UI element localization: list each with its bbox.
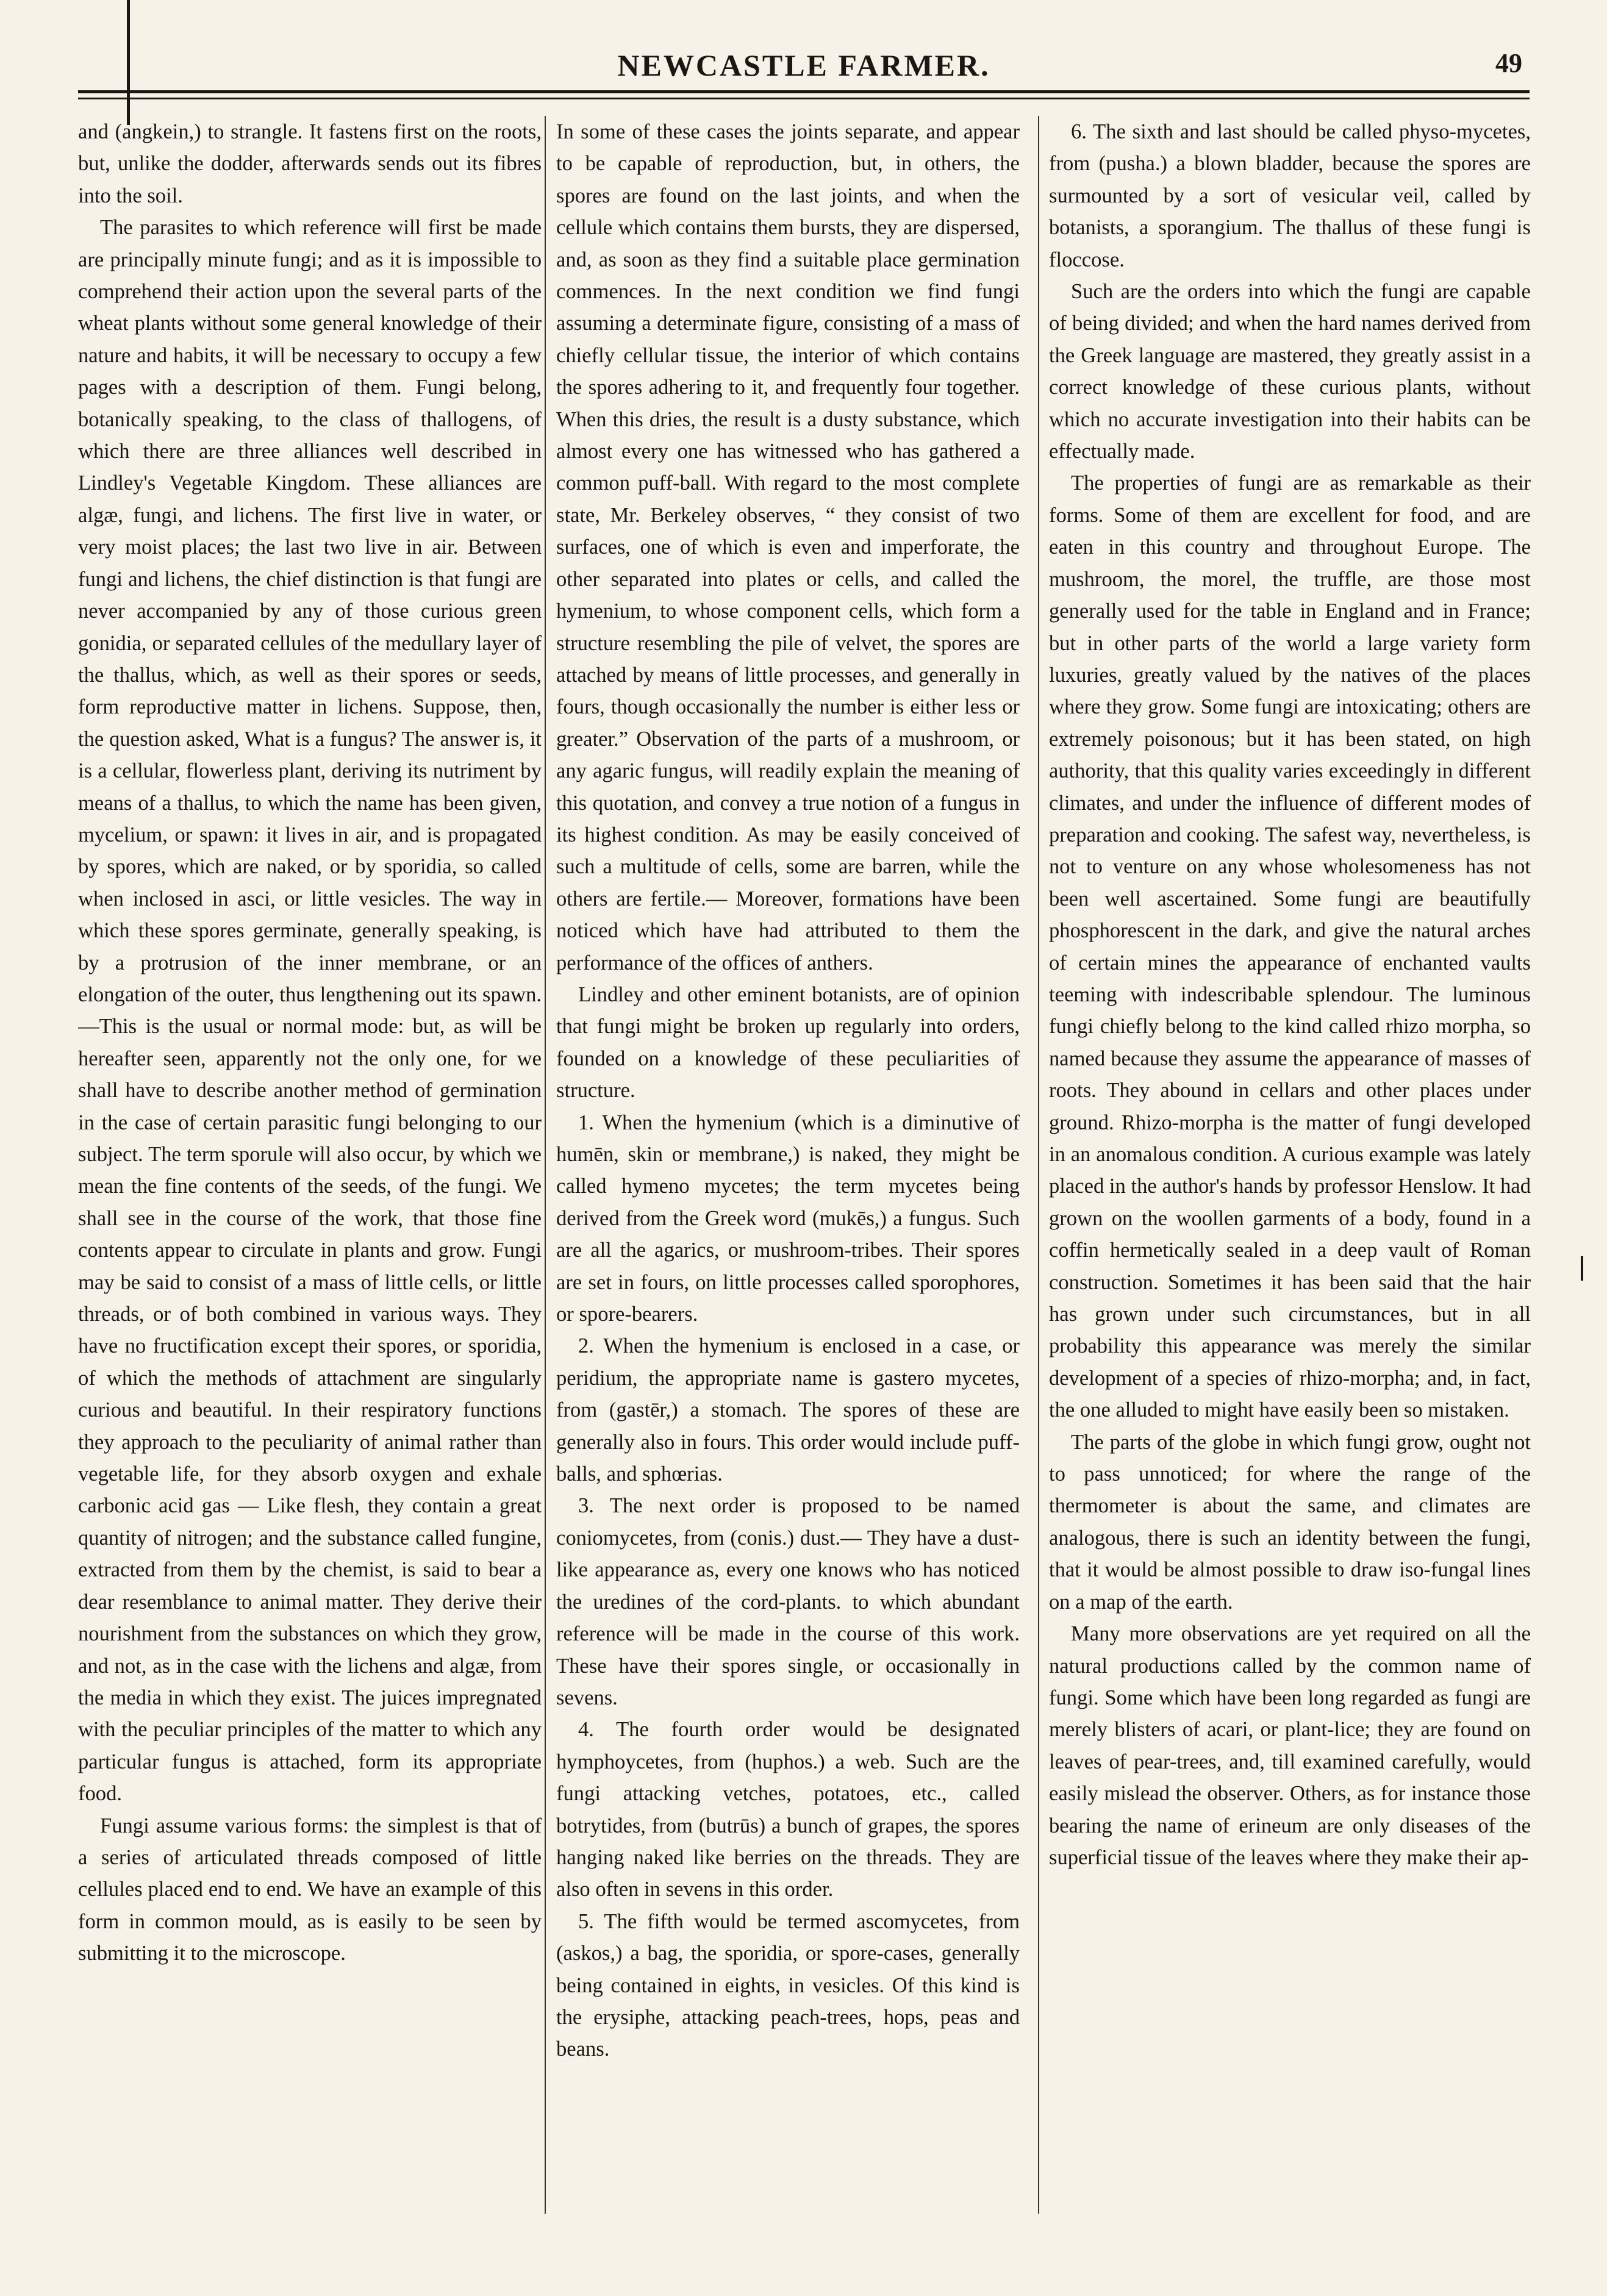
paragraph: Such are the orders into which the fungi are capable of being divided; and when the hard names derived from the Greek language are mastered, they greatly assist in a correct knowledge of these curious plants, without which no accurate investigation into their habits can be effectually made. xyxy=(1049,280,1531,463)
paragraph: The properties of fungi are as remarkable as their forms. Some of them are excellent for food, and are eaten in this country and throughout Europe. The mushroom, the morel, the truffle, are those most generally used for the table in England and in France; but in other parts of the world a large variety form luxuries, greatly valued by the natives of the places where they grow. Some fungi are intoxicating; others are extremely poisonous; but it has been stated, on high authority, that this quality varies exceedingly in different climates, and under the influence of different modes of preparation and cooking. The safest way, nevertheless, is not to venture on any whose wholesomeness has not been well ascertained. Some fungi are beautifully phosphorescent in the dark, and give the natural arches of certain mines the appearance of enchanted vaults teeming with indescribable splendour. The luminous fungi chiefly belong to the kind called rhizo morpha, so named because they assume the appearance of masses of roots. They abound in cellars and other places under ground. Rhizo-morpha is the matter of fungi developed in an anomalous condition. A curious example was lately placed in the author's hands by professor Henslow. It had grown on the woollen garments of a body, found in a coffin hermetically sealed in a deep vault of Roman construction. Sometimes it has been said that the hair has grown under such circumstances, but in all probability this appearance was merely the similar development of a species of rhizo-morpha; and, in fact, the one alluded to might have easily been so mistaken. xyxy=(1049,471,1531,1422)
column-2 xyxy=(556,116,1020,2214)
paragraph: Fungi assume various forms: the simplest is that of a series of articulated threads composed of little cellules placed end to end. We have an example of this form in common mould, as is easily to be seen by submitting it to the microscope. xyxy=(78,1814,542,1965)
paragraph: The parasites to which reference will first be made are principally minute fungi; and as it is impossible to comprehend their action upon the several parts of the wheat plants without some general knowledge of their nature and habits, it will be necessary to occupy a few pages with a description of them. Fungi belong, botanically speaking, to the class of thallogens, of which there are three alliances well described in Lindley's Vegetable Kingdom. These alliances are algæ, fungi, and lichens. The first live in water, or very moist places; the last two live in air. Between fungi and lichens, the chief distinction is that fungi are never accompanied by any of those curious green gonidia, or separated cellules of the medullary layer of the thallus, which, as well as their spores or seeds, form reproductive matter in lichens. Suppose, then, the question asked, What is a fungus? The answer is, it is a cellular, flowerless plant, deriving its nutriment by means of a thallus, to which the name has been given, mycelium, or spawn: it lives in air, and is propagated by spores, which are naked, or by sporidia, so called when inclosed in asci, or little vesicles. The way in which these spores germinate, generally speaking, is by a protrusion of the inner membrane, or an elongation of the outer, thus lengthening out its spawn.—This is the usual or normal mode: but, as will be hereafter seen, apparently not the only one, for we shall have to describe another method of germination in the case of certain parasitic fungi belonging to our subject. The term sporule will also occur, by which we mean the fine contents of the seeds, of the fungi. We shall see in the course of the work, that those fine contents appear to circulate in plants and grow. Fungi may be said to consist of a mass of little cells, or little threads, or of both combined in various ways. They have no fructification except their spores, or sporidia, of which the methods of attachment are singularly curious and beautiful. In their respiratory functions they approach to the peculiarity of animal rather than vegetable life, for they absorb oxygen and exhale carbonic acid gas — Like flesh, they contain a great quantity of nitrogen; and the substance called fungine, extracted from them by the chemist, is said to bear a dear resemblance to animal matter. They derive their nourishment from the substances on which they grow, and not, as in the case with the lichens and algæ, from the media in which they exist. The juices impregnated with the peculiar principles of the matter to which any particular fungus is attached, form its appropriate food. xyxy=(78,216,542,1806)
paragraph: In some of these cases the joints separate, and appear to be capable of reproduction, but, in others, the spores are found on the last joints, and when the cellule which contains them bursts, they are dispersed, and, as soon as they find a suitable place germination commences. In the next condition we find fungi assuming a determinate figure, consisting of a mass of chiefly cellular tissue, the interior of which contains the spores adhering to it, and frequently four together. When this dries, the result is a dusty substance, which almost every one has witnessed who has gathered a common puff-ball. With regard to the most complete state, Mr. Berkeley observes, “ they consist of two surfaces, one of which is even and imperforate, the other separated into plates or cells, and called the hymenium, to whose component cells, which form a structure resembling the pile of velvet, the spores are attached by means of little processes, and generally in fours, though occasionally the number is either less or greater.” Observation of the parts of a mushroom, or any agaric fungus, will readily explain the meaning of this quotation, and convey a true notion of a fungus in its highest condition. As may be easily conceived of such a multitude of cells, some are barren, while the others are fertile.— Moreover, formations have been noticed which have had attributed to them the performance of the offices of anthers. xyxy=(556,120,1020,975)
paragraph: Lindley and other eminent botanists, are of opinion that fungi might be broken up regularly into orders, founded on a knowledge of these peculiarities of structure. xyxy=(556,982,1020,1103)
page-number: 49 xyxy=(1495,48,1522,78)
column-divider xyxy=(1038,116,1039,2214)
paragraph: Many more observations are yet required on all the natural productions called by the common name of fungi. Some which have been long regarded as fungi are merely blisters of acari, or plant-lice; they are found on leaves of pear-trees, and, till examined carefully, would easily mislead the observer. Others, as for instance those bearing the name of erineum are only diseases of the superficial tissue of the leaves where they make their ap- xyxy=(1049,1622,1531,1869)
paragraph: 3. The next order is proposed to be named coniomycetes, from (conis.) dust.— They have a dust-like appearance as, every one knows who has noticed the uredines of the cord-plants. to which abundant reference will be made in the course of this work. These have their spores single, or occasionally in sevens. xyxy=(556,1494,1020,1709)
edge-mark xyxy=(1581,1256,1583,1281)
paragraph: The parts of the globe in which fungi grow, ought not to pass unnoticed; for where the range of the thermometer is about the same, and climates are analogous, there is such an identity between the fungi, that it would be almost possible to draw iso-fungal lines on a map of the earth. xyxy=(1049,1430,1531,1614)
page-header xyxy=(78,44,1530,93)
paragraph: 4. The fourth order would be designated hymphoycetes, from (huphos.) a web. Such are the fungi attacking vetches, potatoes, etc., called botrytides, from (butrūs) a bunch of grapes, the spores hanging naked like berries on the threads. They are also often in sevens in this order. xyxy=(556,1718,1020,1901)
header-rule-thick xyxy=(78,90,1530,93)
paragraph: 5. The fifth would be termed ascomycetes, from (askos,) a bag, the sporidia, or spore-cases, generally being contained in eights, in vesicles. Of this kind is the erysiphe, attacking peach-trees, hops, peas and beans. xyxy=(556,1909,1020,2061)
column-divider xyxy=(545,116,546,2214)
paragraph: 1. When the hymenium (which is a diminutive of humēn, skin or membrane,) is naked, they might be called hymeno mycetes; the term mycetes being derived from the Greek word (mukēs,) a fungus. Such are all the agarics, or mushroom-tribes. Their spores are set in fours, on little processes called sporophores, or spore-bearers. xyxy=(556,1110,1020,1326)
header-rule-thin xyxy=(78,98,1530,99)
column-3 xyxy=(1049,116,1531,2214)
column-1 xyxy=(78,116,542,2214)
paragraph: and (angkein,) to strangle. It fastens first on the roots, but, unlike the dodder, afterwards sends out its fibres into the soil. xyxy=(78,120,542,207)
page-title: NEWCASTLE FARMER. xyxy=(617,48,990,82)
paragraph: 6. The sixth and last should be called physo-mycetes, from (pusha.) a blown bladder, because the spores are surmounted by a sort of vesicular veil, called by botanists, a sporangium. The thallus of these fungi is floccose. xyxy=(1049,120,1531,271)
paragraph: 2. When the hymenium is enclosed in a case, or peridium, the appropriate name is gastero mycetes, from (gastēr,) a stomach. The spores of these are generally also in fours. This order would include puff-balls, and sphœrias. xyxy=(556,1334,1020,1486)
